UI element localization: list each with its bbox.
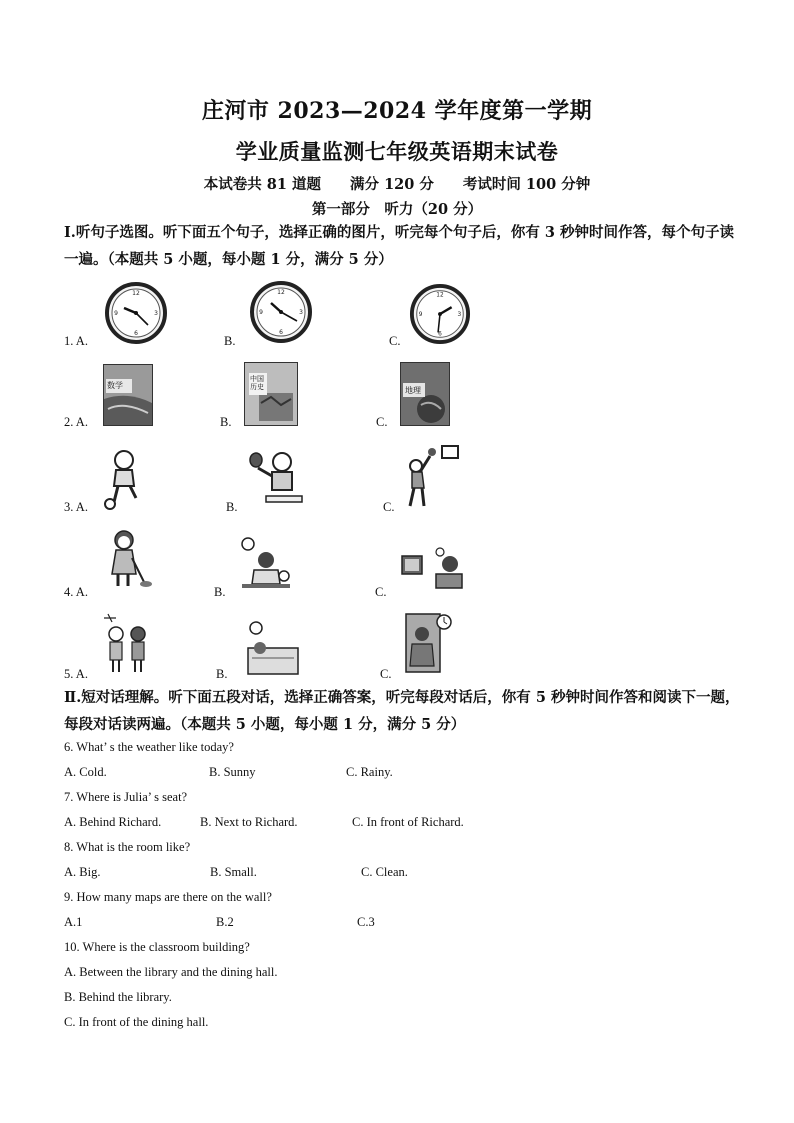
q10-option-a: A. Between the library and the dining hall. [64, 965, 278, 979]
svg-text:6: 6 [279, 329, 283, 336]
svg-text:6: 6 [134, 330, 138, 337]
q3-label-b: B. [226, 500, 238, 514]
watching-tv-icon [400, 544, 464, 590]
sweeping-girl-icon [104, 528, 152, 590]
q2-label-b: B. [220, 415, 232, 429]
ping-pong-player-icon [246, 448, 306, 510]
q6-option-b: B. Sunny [209, 765, 256, 779]
part-title: 第一部分 听力（20 分） [311, 201, 483, 218]
question-7: 7. Where is Julia’ s seat? [64, 790, 188, 804]
q5-label-b: B. [216, 667, 228, 681]
question-8: 8. What is the room like? [64, 840, 191, 854]
exam-title-line1: 庄河市 2023—2024 学年度第一学期 [201, 98, 593, 124]
q7-option-c: C. In front of Richard. [352, 815, 464, 829]
studying-girl-icon [238, 534, 292, 594]
q1-label-b: B. [224, 334, 236, 348]
svg-text:12: 12 [132, 290, 140, 297]
question-9: 9. How many maps are there on the wall? [64, 890, 272, 904]
clock-icon-b [249, 281, 313, 343]
math-book-title: 数学 [107, 381, 123, 390]
q8-option-c: C. Clean. [361, 865, 408, 879]
sleeping-icon [242, 618, 302, 678]
q10-option-b: B. Behind the library. [64, 990, 172, 1004]
q8-option-b: B. Small. [210, 865, 257, 879]
q1-label-c: C. [389, 334, 401, 348]
math-book-icon [103, 364, 153, 426]
question-10: 10. Where is the classroom building? [64, 940, 250, 954]
q8-option-a: A. Big. [64, 865, 101, 879]
q10-option-c: C. In front of the dining hall. [64, 1015, 209, 1029]
svg-text:9: 9 [418, 311, 423, 318]
soccer-player-icon [102, 448, 144, 510]
history-book-title: 中国历史 [250, 375, 264, 391]
q4-label-b: B. [214, 585, 226, 599]
history-book-icon [244, 362, 298, 426]
svg-text:3: 3 [299, 309, 303, 316]
svg-text:3: 3 [457, 311, 462, 318]
q9-option-a: A.1 [64, 915, 83, 929]
morning-icon [404, 610, 452, 674]
q3-label-a: 3. A. [64, 500, 88, 514]
q5-label-c: C. [380, 667, 392, 681]
q7-option-a: A. Behind Richard. [64, 815, 162, 829]
basketball-player-icon [402, 442, 462, 510]
exam-info: 本试卷共 81 道题 满分 120 分 考试时间 100 分钟 [203, 176, 591, 193]
section2-instruction: Ⅱ.短对话理解。听下面五段对话，选择正确答案，听完每段对话后，你有 5 秒钟时间作答和阅读下一题，每段对话读两遍。（本题共 5 小题，每小题 1 分，满分 5 分） [64, 689, 740, 733]
geography-book-title: 地理 [405, 386, 421, 395]
q9-option-c: C.3 [357, 915, 375, 929]
q9-option-b: B.2 [216, 915, 234, 929]
q3-label-c: C. [383, 500, 395, 514]
section1-instruction: Ⅰ.听句子选图。听下面五个句子，选择正确的图片，听完每个句子后，你有 3 秒钟时间作答，每个句子读一遍。（本题共 5 小题，每小题 1 分，满分 5 分） [64, 224, 735, 268]
clock-icon-c [409, 283, 471, 345]
q2-label-a: 2. A. [64, 415, 88, 429]
svg-text:12: 12 [436, 292, 444, 299]
svg-text:3: 3 [154, 310, 158, 317]
svg-text:9: 9 [114, 310, 118, 317]
clock-icon-a [104, 282, 168, 344]
students-icon [100, 612, 154, 676]
q6-option-a: A. Cold. [64, 765, 107, 779]
geography-book-icon [400, 362, 450, 426]
q7-option-b: B. Next to Richard. [200, 815, 298, 829]
svg-text:12: 12 [277, 289, 285, 296]
question-6: 6. What’ s the weather like today? [64, 740, 234, 754]
exam-title-line2: 学业质量监测七年级英语期末试卷 [235, 139, 559, 164]
q5-label-a: 5. A. [64, 667, 88, 681]
q4-label-c: C. [375, 585, 387, 599]
q2-label-c: C. [376, 415, 388, 429]
svg-text:6: 6 [438, 331, 442, 338]
q4-label-a: 4. A. [64, 585, 88, 599]
q6-option-c: C. Rainy. [346, 765, 393, 779]
q1-label-a: 1. A. [64, 334, 88, 348]
svg-text:9: 9 [259, 309, 263, 316]
